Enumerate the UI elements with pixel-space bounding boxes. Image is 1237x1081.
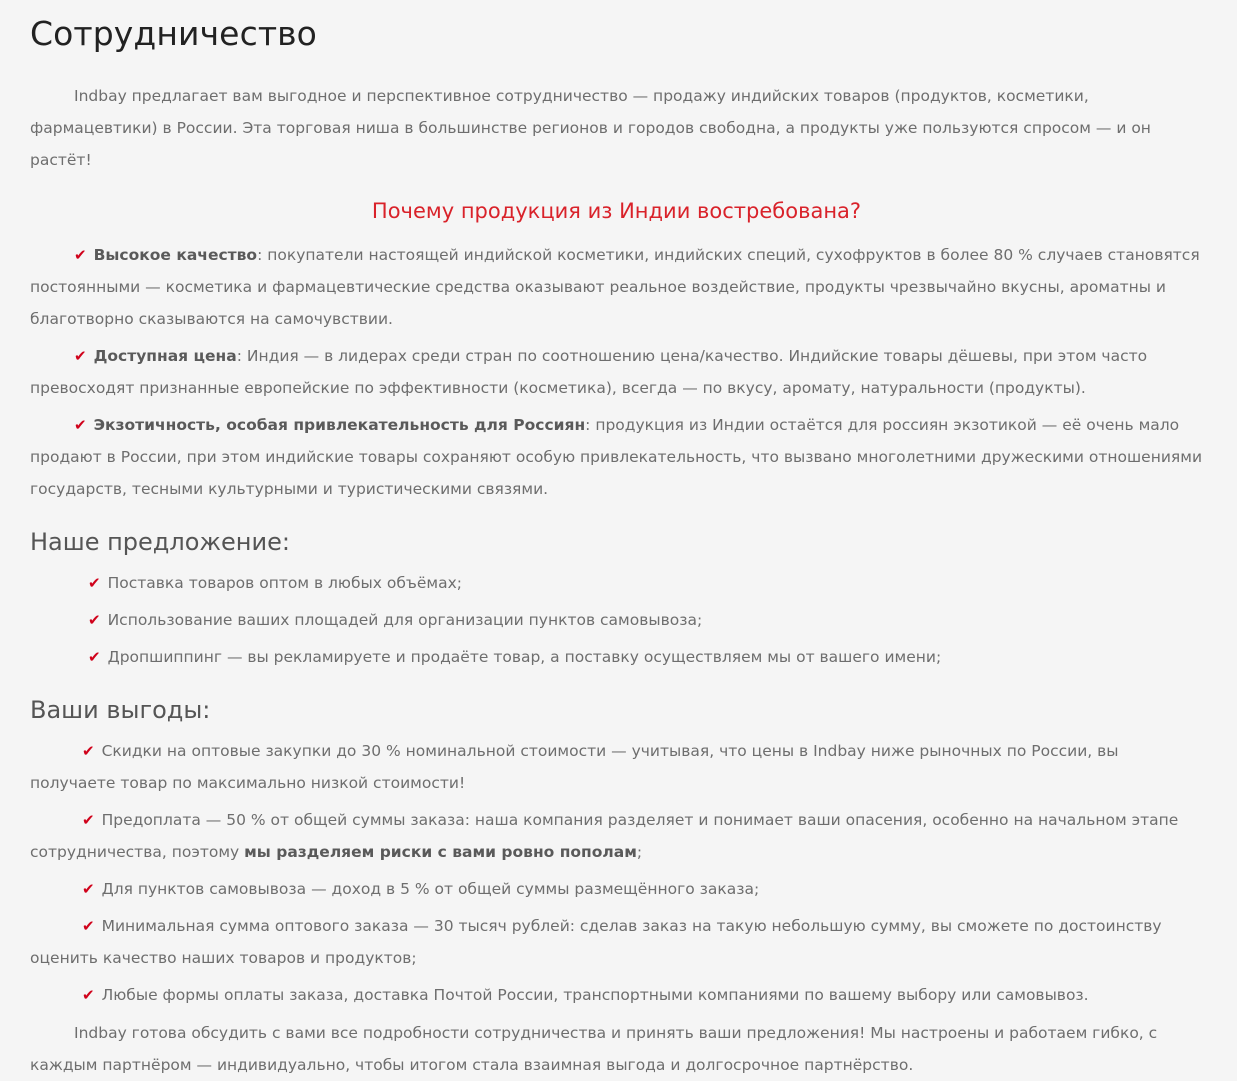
list-item-text: Скидки на оптовые закупки до 30 % номинальной стоимости — учитывая, что цены в Indbay ниже рыночных по России, вы получаете товар по максимально низкой стоимости! <box>30 741 1119 792</box>
closing-paragraph: Indbay готова обсудить с вами все подробности сотрудничества и принять ваши предложения! Мы настроены и работаем гибко, с каждым партнёром — индивидуально, чтобы итогом стала взаимная выгода и долгосрочное партнёрство. <box>30 1023 1158 1074</box>
list-item-text: Любые формы оплаты заказа, доставка Почтой России, транспортными компаниями по вашему выбору или самовывоз. <box>101 985 1089 1004</box>
offer-section-list <box>30 567 1203 673</box>
list-item <box>30 910 1203 974</box>
list-item-text: Предоплата — 50 % от общей суммы заказа: наша компания разделяет и понимает ваши опасения, особенно на начальном этапе сотрудничества, поэтому <box>30 810 1179 861</box>
check-icon: ✔ <box>82 985 95 1004</box>
page-title: Сотрудничество <box>30 14 317 53</box>
list-item-text: Для пунктов самовывоза — доход в 5 % от общей суммы размещённого заказа; <box>101 879 760 898</box>
list-item-text: : Индия — в лидерах среди стран по соотношению цена/качество. Индийские товары дёшевы, при этом часто превосходят признанные европейские по эффективности (косметика), всегда — по вкусу, аромату, натуральности (продукты). <box>30 346 1148 397</box>
offer-section-heading: Наше предложение: <box>30 527 290 556</box>
list-item-text-tail: ; <box>636 842 643 861</box>
check-icon: ✔ <box>88 573 101 592</box>
check-icon: ✔ <box>82 916 95 935</box>
intro-paragraph: Indbay предлагает вам выгодное и перспективное сотрудничество — продажу индийских товаров (продуктов, косметики, фармацевтики) в России. Эта торговая ниша в большинстве регионов и городов свободна, а продукты уже пользуются спросом — и он растёт! <box>30 86 1151 169</box>
list-item <box>30 604 1203 636</box>
check-icon: ✔ <box>82 879 95 898</box>
why-section-heading: Почему продукция из Индии востребована? <box>371 198 862 223</box>
list-item-text: : покупатели настоящей индийской косметики, индийских специй, сухофруктов в более 80 % случаев становятся постоянными — косметика и фармацевтические средства оказывают реальное воздействие, продукты чрезвычайно вкусны, ароматны и благотворно сказываются на самочувствии. <box>30 245 1200 328</box>
list-item <box>30 804 1203 868</box>
list-item-text: Использование ваших площадей для организации пунктов самовывоза; <box>107 610 703 629</box>
check-icon: ✔ <box>74 245 87 264</box>
list-item-text: : продукция из Индии остаётся для россиян экзотикой — её очень мало продают в России, при этом индийские товары сохраняют особую привлекательность, что вызвано многолетними дружескими отношениями государств, тесными культурными и туристическими связями. <box>30 415 1203 498</box>
list-item <box>30 735 1203 799</box>
check-icon: ✔ <box>82 741 95 760</box>
benefits-section-list <box>30 735 1203 1011</box>
check-icon: ✔ <box>82 810 95 829</box>
list-item <box>30 641 1203 673</box>
list-item-text: Минимальная сумма оптового заказа — 30 тысяч рублей: сделав заказ на такую небольшую сумму, вы сможете по достоинству оценить качество наших товаров и продуктов; <box>30 916 1162 967</box>
check-icon: ✔ <box>74 415 87 434</box>
check-icon: ✔ <box>74 346 87 365</box>
list-item-lead: Высокое качество <box>93 245 258 264</box>
list-item <box>30 873 1203 905</box>
list-item <box>30 239 1203 335</box>
check-icon: ✔ <box>88 610 101 629</box>
list-item-text: Поставка товаров оптом в любых объёмах; <box>107 573 462 592</box>
list-item <box>30 340 1203 404</box>
check-icon: ✔ <box>88 647 101 666</box>
list-item-lead: Доступная цена <box>93 346 237 365</box>
benefits-section-heading: Ваши выгоды: <box>30 695 211 724</box>
list-item-lead: Экзотичность, особая привлекательность для Россиян <box>93 415 586 434</box>
why-section-list <box>30 239 1203 505</box>
list-item <box>30 409 1203 505</box>
list-item <box>30 979 1203 1011</box>
list-item-text: Дропшиппинг — вы рекламируете и продаёте товар, а поставку осуществляем мы от вашего имени; <box>107 647 942 666</box>
list-item <box>30 567 1203 599</box>
list-item-bold: мы разделяем риски с вами ровно пополам <box>244 842 637 861</box>
